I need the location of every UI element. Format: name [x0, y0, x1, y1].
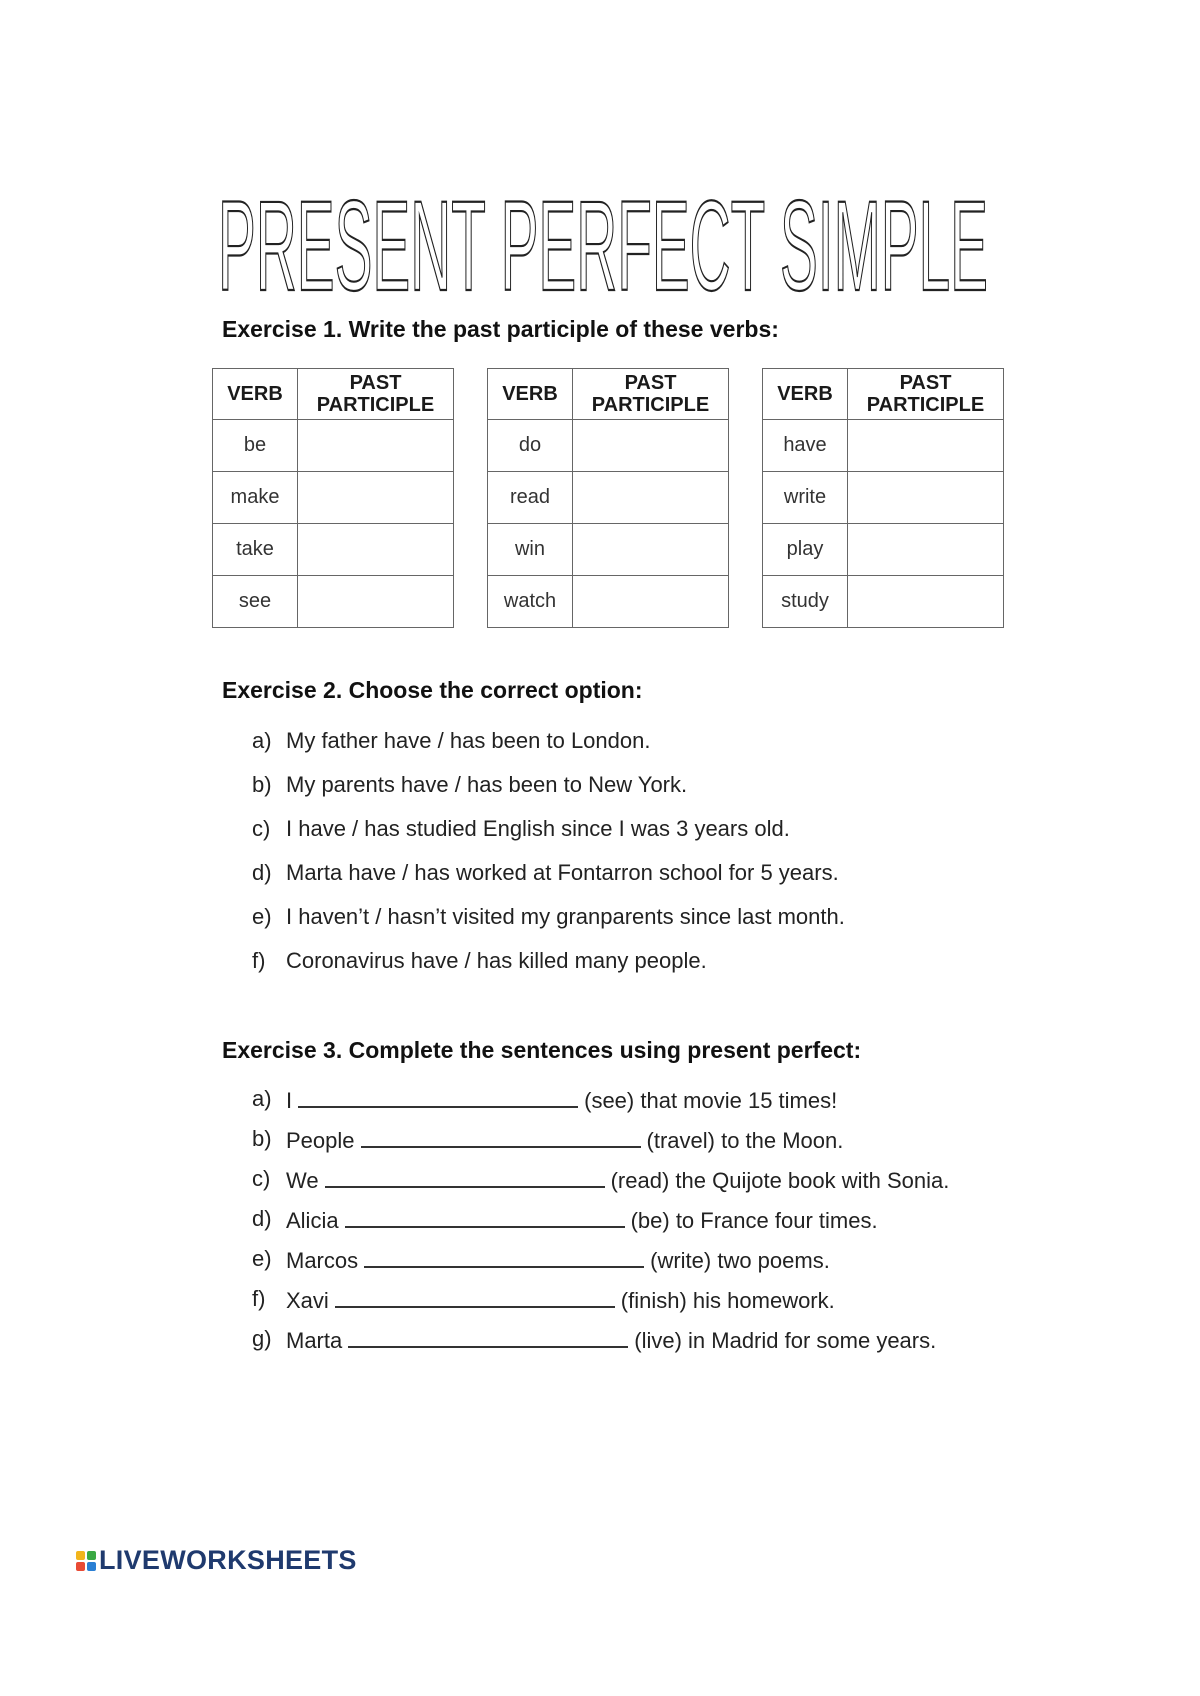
list-item	[252, 1286, 949, 1326]
verb-table-3	[762, 368, 1004, 628]
col-header-past-participle: PAST PARTICIPLE	[848, 369, 1004, 420]
table-row	[488, 472, 729, 524]
answer-blank[interactable]	[325, 1166, 605, 1188]
table-row	[488, 576, 729, 628]
answer-cell[interactable]	[848, 576, 1004, 628]
item-subject: Alicia	[286, 1208, 339, 1233]
verb-cell: take	[213, 524, 298, 576]
table-row	[213, 472, 454, 524]
col-header-past-participle: PAST PARTICIPLE	[573, 369, 729, 420]
exercise-2-list	[252, 728, 845, 992]
verb-cell: play	[763, 524, 848, 576]
answer-cell[interactable]	[298, 420, 454, 472]
item-rest: (see) that movie 15 times!	[584, 1088, 838, 1113]
list-item	[252, 1206, 949, 1246]
table-row	[213, 524, 454, 576]
item-marker: f)	[252, 948, 266, 973]
col-header-past-participle: PAST PARTICIPLE	[298, 369, 454, 420]
logo-square	[87, 1562, 96, 1571]
answer-cell[interactable]	[848, 420, 1004, 472]
liveworksheets-logo-icon	[76, 1551, 96, 1571]
item-marker: b)	[252, 772, 272, 797]
answer-blank[interactable]	[361, 1126, 641, 1148]
verb-cell: be	[213, 420, 298, 472]
verb-cell: watch	[488, 576, 573, 628]
item-subject: Xavi	[286, 1288, 329, 1313]
verb-table-1	[212, 368, 454, 628]
verb-cell: do	[488, 420, 573, 472]
verb-table-2	[487, 368, 729, 628]
verb-cell: write	[763, 472, 848, 524]
item-marker: e)	[252, 1246, 272, 1271]
answer-cell[interactable]	[848, 472, 1004, 524]
item-subject: People	[286, 1128, 355, 1153]
item-marker: f)	[252, 1286, 266, 1311]
list-item	[252, 860, 845, 904]
item-marker: a)	[252, 728, 272, 753]
item-rest: (live) in Madrid for some years.	[634, 1328, 937, 1353]
list-item	[252, 1166, 949, 1206]
item-marker: d)	[252, 1206, 272, 1231]
worksheet-title	[218, 190, 988, 300]
col-header-verb: VERB	[213, 369, 298, 420]
list-item	[252, 948, 845, 992]
list-item	[252, 728, 845, 772]
list-item	[252, 1126, 949, 1166]
answer-cell[interactable]	[298, 576, 454, 628]
answer-blank[interactable]	[348, 1326, 628, 1348]
logo-square	[87, 1551, 96, 1560]
table-row	[213, 576, 454, 628]
table-row	[763, 420, 1004, 472]
list-item	[252, 816, 845, 860]
answer-blank[interactable]	[345, 1206, 625, 1228]
answer-cell[interactable]	[573, 472, 729, 524]
verb-cell: have	[763, 420, 848, 472]
item-subject: Marcos	[286, 1248, 359, 1273]
item-text[interactable]: I haven’t / hasn’t visited my granparents since last month.	[286, 904, 845, 929]
answer-cell[interactable]	[298, 524, 454, 576]
verb-cell: win	[488, 524, 573, 576]
item-text[interactable]: Marta have / has worked at Fontarron school for 5 years.	[286, 860, 839, 885]
list-item	[252, 1086, 949, 1126]
item-rest: (be) to France four times.	[630, 1208, 878, 1233]
answer-cell[interactable]	[573, 420, 729, 472]
item-marker: b)	[252, 1126, 272, 1151]
item-text[interactable]: Coronavirus have / has killed many people.	[286, 948, 707, 973]
table-row	[763, 576, 1004, 628]
item-text[interactable]: I have / has studied English since I was 3 years old.	[286, 816, 790, 841]
list-item	[252, 1246, 949, 1286]
item-rest: (finish) his homework.	[620, 1288, 835, 1313]
exercise-3-list	[252, 1086, 949, 1366]
worksheet-title-text: PRESENT PERFECT SIMPLE	[218, 190, 988, 300]
item-marker: c)	[252, 816, 271, 841]
item-marker: e)	[252, 904, 272, 929]
answer-cell[interactable]	[848, 524, 1004, 576]
item-rest: (read) the Quijote book with Sonia.	[610, 1168, 950, 1193]
answer-blank[interactable]	[364, 1246, 644, 1268]
item-marker: c)	[252, 1166, 271, 1191]
list-item	[252, 1326, 949, 1366]
table-row	[488, 524, 729, 576]
exercise-1-heading: Exercise 1. Write the past participle of these verbs:	[222, 316, 779, 342]
answer-cell[interactable]	[573, 524, 729, 576]
verb-cell: make	[213, 472, 298, 524]
table-row	[763, 524, 1004, 576]
table-row	[488, 420, 729, 472]
col-header-verb: VERB	[763, 369, 848, 420]
answer-cell[interactable]	[298, 472, 454, 524]
list-item	[252, 772, 845, 816]
answer-blank[interactable]	[298, 1086, 578, 1108]
answer-blank[interactable]	[335, 1286, 615, 1308]
item-marker: d)	[252, 860, 272, 885]
item-subject: We	[286, 1168, 319, 1193]
item-marker: a)	[252, 1086, 272, 1111]
item-text[interactable]: My father have / has been to London.	[286, 728, 651, 753]
item-rest: (travel) to the Moon.	[646, 1128, 844, 1153]
item-text[interactable]: My parents have / has been to New York.	[286, 772, 688, 797]
list-item	[252, 904, 845, 948]
verb-cell: read	[488, 472, 573, 524]
col-header-verb: VERB	[488, 369, 573, 420]
logo-square	[76, 1551, 85, 1560]
table-row	[763, 472, 1004, 524]
exercise-2-heading: Exercise 2. Choose the correct option:	[222, 677, 643, 703]
exercise-3-heading: Exercise 3. Complete the sentences using present perfect:	[222, 1037, 862, 1063]
item-rest: (write) two poems.	[650, 1248, 830, 1273]
logo-text: LIVEWORKSHEETS	[99, 1545, 357, 1575]
item-marker: g)	[252, 1326, 272, 1351]
verb-cell: study	[763, 576, 848, 628]
liveworksheets-logo	[76, 1545, 357, 1576]
item-subject: Marta	[286, 1328, 343, 1353]
verb-cell: see	[213, 576, 298, 628]
logo-square	[76, 1562, 85, 1571]
item-subject: I	[286, 1088, 293, 1113]
answer-cell[interactable]	[573, 576, 729, 628]
table-row	[213, 420, 454, 472]
